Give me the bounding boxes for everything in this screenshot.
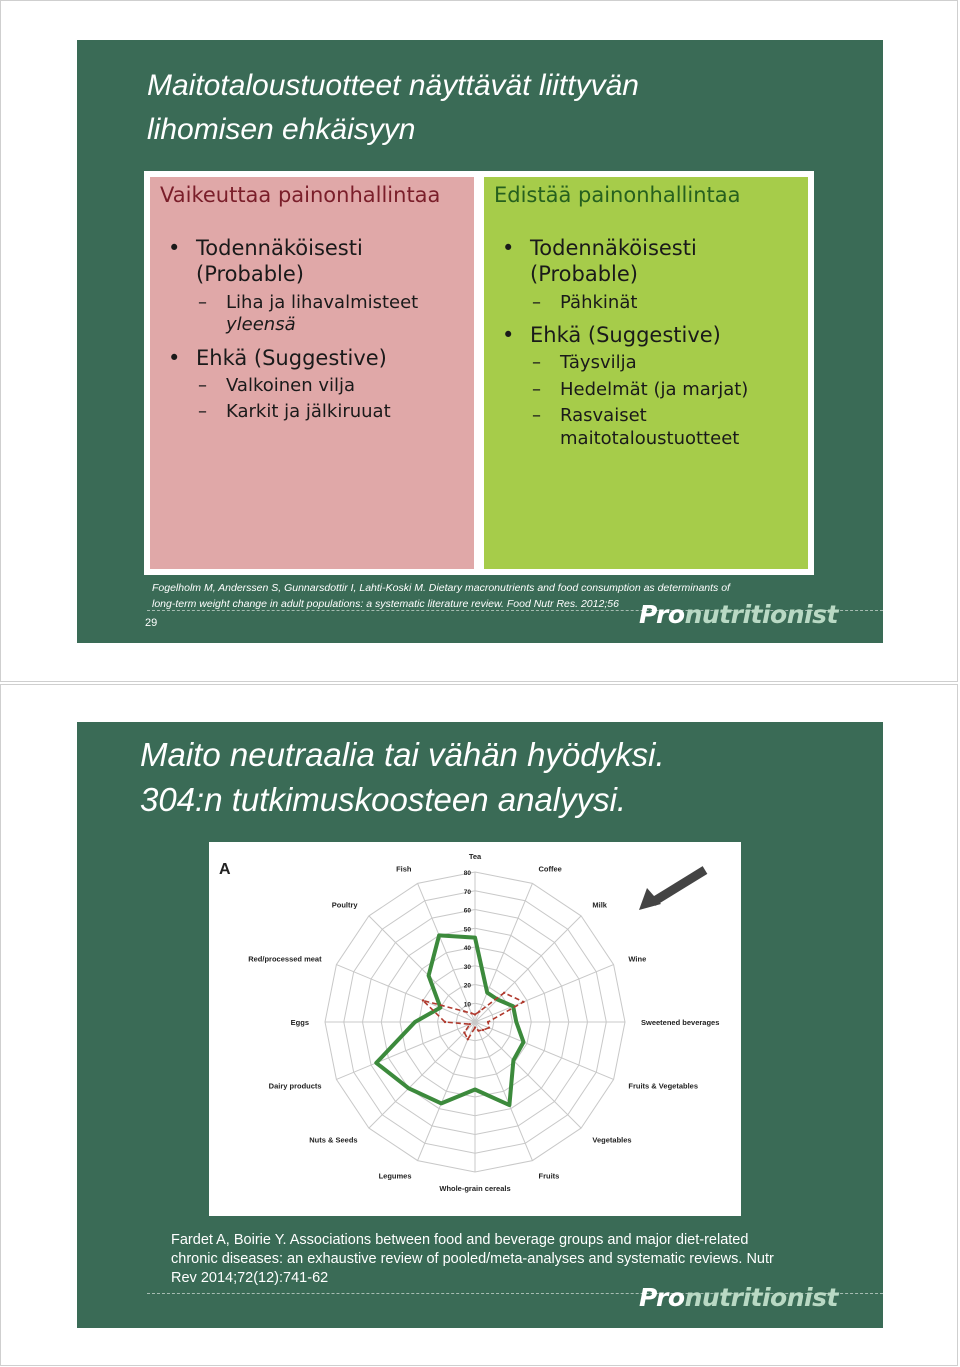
- radar-spoke: [475, 965, 614, 1022]
- radar-category-label: Fruits: [538, 1171, 560, 1181]
- radar-tick-label: 50: [463, 926, 471, 934]
- radar-category-label: Fish: [396, 864, 412, 874]
- radar-data-point: [477, 1030, 479, 1032]
- weight-factors-figure: [144, 171, 814, 575]
- list-item: – Täysvilja: [496, 352, 800, 375]
- radar-data-point: [488, 1027, 490, 1029]
- radar-grid: [325, 872, 625, 1172]
- radar-data-point: [486, 991, 489, 994]
- radar-data-point: [469, 1023, 471, 1025]
- logo-rest: nutritionist: [684, 600, 838, 629]
- radar-data-point: [508, 1104, 511, 1107]
- slide-2-title: [140, 732, 665, 822]
- panel-helps: [484, 177, 808, 569]
- logo-pro: Pro: [639, 600, 685, 629]
- citation-line-1: Fogelholm M, Anderssen S, Gunnarsdottir I, Lahti-Koski M. Dietary macronutrients and food consumption as determinants of: [152, 582, 730, 594]
- radar-spoke: [475, 1022, 614, 1079]
- list-item: – Valkoinen vilja: [162, 375, 466, 398]
- radar-data-point: [439, 1006, 442, 1009]
- panel-hinders: [150, 177, 474, 569]
- radar-tick-label: 10: [463, 1001, 471, 1009]
- arrow-icon: [637, 864, 709, 912]
- radar-data-point: [487, 1021, 489, 1023]
- citation-line-1: Fardet A, Boirie Y. Associations between food and beverage groups and major diet-related: [171, 1232, 749, 1248]
- radar-data-point: [512, 1059, 515, 1062]
- radar-category-label: Sweetened beverages: [641, 1018, 720, 1027]
- list-item: – Liha ja lihavalmisteet yleensä: [162, 292, 466, 337]
- radar-category-label: Wine: [628, 954, 647, 964]
- radar-data-point: [422, 999, 424, 1001]
- slide-1: [77, 40, 883, 643]
- citation-line-2: chronic diseases: an exhaustive review of pooled/meta-analyses and systematic reviews. Nutr: [171, 1251, 774, 1267]
- radar-data-point: [463, 1031, 465, 1033]
- radar-data-point: [474, 1013, 476, 1015]
- radar-data-point: [427, 974, 430, 977]
- radar-data-point: [474, 1088, 477, 1091]
- radar-data-point: [438, 934, 441, 937]
- radar-tick-label: 40: [463, 945, 471, 952]
- panel-hinders-list: [162, 229, 466, 424]
- radar-tick-label: 60: [463, 907, 471, 915]
- radar-category-label: Milk: [592, 900, 607, 910]
- slide-2-citation: [171, 1231, 841, 1288]
- page-number: 29: [145, 617, 158, 629]
- radar-data-point: [474, 936, 477, 939]
- radar-data-point: [482, 1029, 484, 1031]
- list-item: – Pähkinät: [496, 292, 800, 315]
- radar-series: [375, 934, 525, 1107]
- radar-data-point: [522, 1001, 524, 1003]
- radar-data-point: [444, 1021, 446, 1023]
- radar-data-point: [463, 1010, 465, 1012]
- panel-helps-list: [496, 229, 800, 450]
- radar-category-label: Whole-grain cereals: [439, 1184, 511, 1193]
- radar-data-point: [375, 1061, 378, 1064]
- slide-2-title-line-1: Maito neutraalia tai vähän hyödyksi.: [140, 736, 665, 773]
- radar-category-label: Poultry: [331, 900, 358, 910]
- radar-tick-label: 30: [463, 963, 471, 971]
- radar-tick-label: 20: [463, 982, 471, 990]
- list-item: – Karkit ja jälkiruuat: [162, 401, 466, 424]
- citation-line-2: long-term weight change in adult populations: a systematic literature review. Food Nutr Res. 2012;56: [152, 598, 619, 610]
- radar-category-label: Vegetables: [592, 1135, 632, 1145]
- radar-data-point: [515, 1021, 518, 1024]
- radar-tick-label: 80: [463, 870, 471, 877]
- panel-label: A: [219, 861, 231, 878]
- radar-data-point: [478, 1010, 480, 1012]
- radar-data-point: [470, 1012, 472, 1014]
- slide-2: [77, 722, 883, 1328]
- radar-spoke: [336, 965, 475, 1022]
- radar-data-point: [467, 1038, 469, 1040]
- list-item: • Todennäköisesti (Probable): [496, 235, 800, 288]
- slide-2-title-line-2: 304:n tutkimuskoosteen analyysi.: [140, 781, 627, 818]
- radar-category-label: Eggs: [290, 1018, 309, 1027]
- list-item: • Ehkä (Suggestive): [162, 345, 466, 371]
- slide-1-title: [147, 64, 639, 152]
- radar-category-label: Legumes: [378, 1171, 412, 1181]
- pronutritionist-logo: [639, 600, 838, 629]
- list-item: • Todennäköisesti (Probable): [162, 235, 466, 288]
- list-item: – Rasvaiset maitotaloustuotteet: [496, 405, 800, 450]
- radar-category-label: Dairy products: [268, 1081, 322, 1091]
- radar-tick-label: 70: [463, 888, 471, 896]
- radar-data-point: [414, 1021, 417, 1024]
- logo-pro: Pro: [639, 1283, 685, 1312]
- radar-category-label: Nuts & Seeds: [309, 1135, 358, 1145]
- radar-data-point: [407, 1087, 410, 1090]
- citation-line-3: Rev 2014;72(12):741-62: [171, 1270, 329, 1286]
- radar-category-label: Red/processed meat: [248, 954, 322, 964]
- panel-hinders-heading: Vaikeuttaa painonhallintaa: [160, 183, 441, 207]
- radar-data-point: [440, 1102, 443, 1105]
- radar-data-point: [522, 1041, 525, 1044]
- panel-helps-heading: Edistää painonhallintaa: [494, 183, 741, 207]
- radar-data-point: [474, 1026, 476, 1028]
- radar-data-point: [503, 992, 505, 994]
- radar-category-label: Fruits & Vegetables: [628, 1081, 699, 1091]
- radar-category-label: Coffee: [538, 864, 562, 874]
- list-item: • Ehkä (Suggestive): [496, 322, 800, 348]
- logo-rest: nutritionist: [684, 1283, 838, 1312]
- radar-category-label: Tea: [468, 852, 482, 861]
- pronutritionist-logo: [639, 1283, 838, 1312]
- slide-1-title-line-1: Maitotaloustuotteet näyttävät liittyvän: [147, 69, 639, 102]
- slide-1-title-line-2: lihomisen ehkäisyyn: [147, 113, 416, 146]
- list-item: – Hedelmät (ja marjat): [496, 379, 800, 402]
